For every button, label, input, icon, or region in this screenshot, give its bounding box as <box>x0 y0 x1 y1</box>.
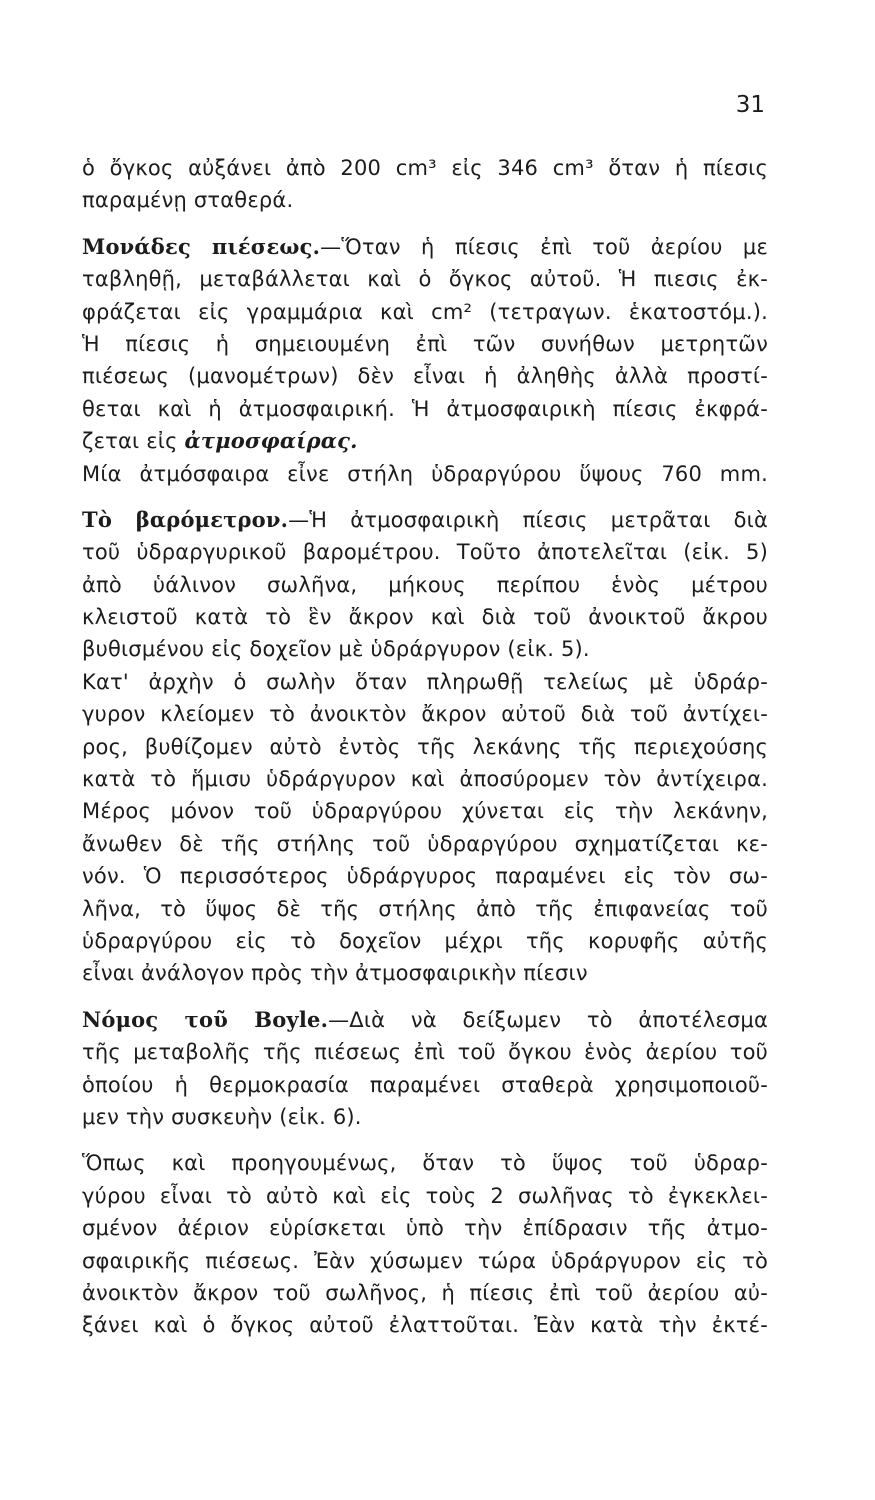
text-line: ξάνει καὶ ὁ ὄγκος αὐτοῦ ἐλαττοῦται. Ἐὰν κατὰ τὴν ἐκτέ- <box>82 1313 768 1338</box>
section-heading: Μονάδες πιέσεως. <box>82 233 321 259</box>
text-line: πιέσεως (μανομέτρων) δὲν εἶναι ἡ ἀληθὴς ἀλλὰ προστί- <box>82 364 768 389</box>
text-line-part: —Ἡ ἀτμοσφαιρικὴ πίεσις μετρᾶται διὰ <box>288 507 768 532</box>
text-line: σφαιρικῆς πιέσεως. Ἐὰν χύσωμεν τώρα ὑδράργυρον εἰς τὸ <box>82 1248 768 1273</box>
text-line: ταβληθῇ, μεταβάλλεται καὶ ὁ ὄγκος αὐτοῦ. Ἡ πιεσις ἐκ- <box>82 267 768 292</box>
text-line: Μέρος μόνον τοῦ ὑδραργύρου χύνεται εἰς τὴν λεκάνην, <box>82 799 768 824</box>
text-line: Ὅπως καὶ προηγουμένως, ὅταν τὸ ὕψος τοῦ ὑδραρ- <box>82 1151 768 1176</box>
text-line: ἄνωθεν δὲ τῆς στήλης τοῦ ὑδραργύρου σχηματίζεται κε- <box>82 831 768 856</box>
text-line: εἶναι ἀνάλογον πρὸς τὴν ἀτμοσφαιρικὴν πίεσιν <box>82 961 588 986</box>
text-line <box>82 1004 768 1036</box>
text-line: κλειστοῦ κατὰ τὸ ἓν ἄκρον καὶ διὰ τοῦ ἀνοικτοῦ ἄκρου <box>82 605 768 630</box>
text-line: ὑδραργύρου εἰς τὸ δοχεῖον μέχρι τῆς κορυφῆς αὐτῆς <box>82 928 768 953</box>
section-heading: Νόμος τοῦ Boyle. <box>82 1006 329 1032</box>
text-line: Κατ' ἀρχὴν ὁ σωλὴν ὅταν πληρωθῇ τελείως μὲ ὑδράρ- <box>82 669 768 694</box>
text-line: γύρου εἶναι τὸ αὐτὸ καὶ εἰς τοὺς 2 σωλῆνας τὸ ἐγκεκλει- <box>82 1183 768 1208</box>
text-line: Ἡ πίεσις ἡ σημειουμένη ἐπὶ τῶν συνήθων μετρητῶν <box>82 331 768 356</box>
text-line: ἀπὸ ὑάλινον σωλῆνα, μήκους περίπου ἑνὸς μέτρου <box>82 572 768 597</box>
text-line-part: —Διὰ νὰ δείξωμεν τὸ ἀποτέλεσμα <box>328 1007 768 1032</box>
text-line: ἀνοικτὸν ἄκρον τοῦ σωλῆνος, ἡ πίεσις ἐπὶ τοῦ ἀερίου αὐ- <box>82 1280 768 1305</box>
text-line <box>82 504 768 536</box>
text-line: τοῦ ὑδραργυρικοῦ βαρομέτρου. Τοῦτο ἀποτελεῖται (εἰκ. 5) <box>82 540 768 565</box>
text-line: λῆνα, τὸ ὕψος δὲ τῆς στήλης ἀπὸ τῆς ἐπιφανείας τοῦ <box>82 896 768 921</box>
page-number: 31 <box>735 92 765 118</box>
text-line: θεται καὶ ἡ ἀτμοσφαιρική. Ἡ ἀτμοσφαιρικὴ πίεσις ἐκφρά- <box>82 396 768 421</box>
text-line: Μία ἀτμόσφαιρα εἶνε στήλη ὑδραργύρου ὕψους 760 mm. <box>82 461 768 486</box>
text-line: μεν τὴν συσκευὴν (εἰκ. 6). <box>82 1104 362 1129</box>
text-line: παραμένῃ σταθερά. <box>82 188 294 213</box>
text-line: φράζεται εἰς γραμμάρια καὶ cm² (τετραγων. ἑκατοστόμ.). <box>82 299 768 324</box>
text-line <box>82 425 768 457</box>
text-line: τῆς μεταβολῆς τῆς πιέσεως ἐπὶ τοῦ ὄγκου ἑνὸς ἀερίου τοῦ <box>82 1040 768 1065</box>
text-line-part: —Ὅταν ἡ πίεσις ἐπὶ τοῦ ἀερίου με <box>320 234 769 259</box>
body-text <box>82 152 768 1342</box>
text-line <box>82 231 768 263</box>
text-line: βυθισμένου εἰς δοχεῖον μὲ ὑδράργυρον (εἰκ. 5). <box>82 637 590 662</box>
text-line: νόν. Ὁ περισσότερος ὑδράργυρος παραμένει εἰς τὸν σω- <box>82 864 768 889</box>
text-line: κατὰ τὸ ἥμισυ ὑδράργυρον καὶ ἀποσύρομεν τὸν ἀντίχειρα. <box>82 767 768 792</box>
text-line-part: ζεται εἰς <box>82 429 178 454</box>
text-line: ὁποίου ἡ θερμοκρασία παραμένει σταθερὰ χρησιμοποιοῦ- <box>82 1072 768 1097</box>
section-heading: Τὸ βαρόμετρον. <box>82 506 289 532</box>
emphasized-term: ἀτμοσφαίρας. <box>184 428 358 454</box>
text-line: ρος, βυθίζομεν αὐτὸ ἐντὸς τῆς λεκάνης τῆς περιεχούσης <box>82 734 768 759</box>
text-line: σμένον ἀέριον εὑρίσκεται ὑπὸ τὴν ἐπίδρασιν τῆς ἀτμο- <box>82 1216 768 1241</box>
text-line: ὁ ὄγκος αὐξάνει ἀπὸ 200 cm³ εἰς 346 cm³ ὅταν ἡ πίεσις <box>82 156 768 180</box>
text-line: γυρον κλείομεν τὸ ἀνοικτὸν ἄκρον αὐτοῦ διὰ τοῦ ἀντίχει- <box>82 702 768 727</box>
